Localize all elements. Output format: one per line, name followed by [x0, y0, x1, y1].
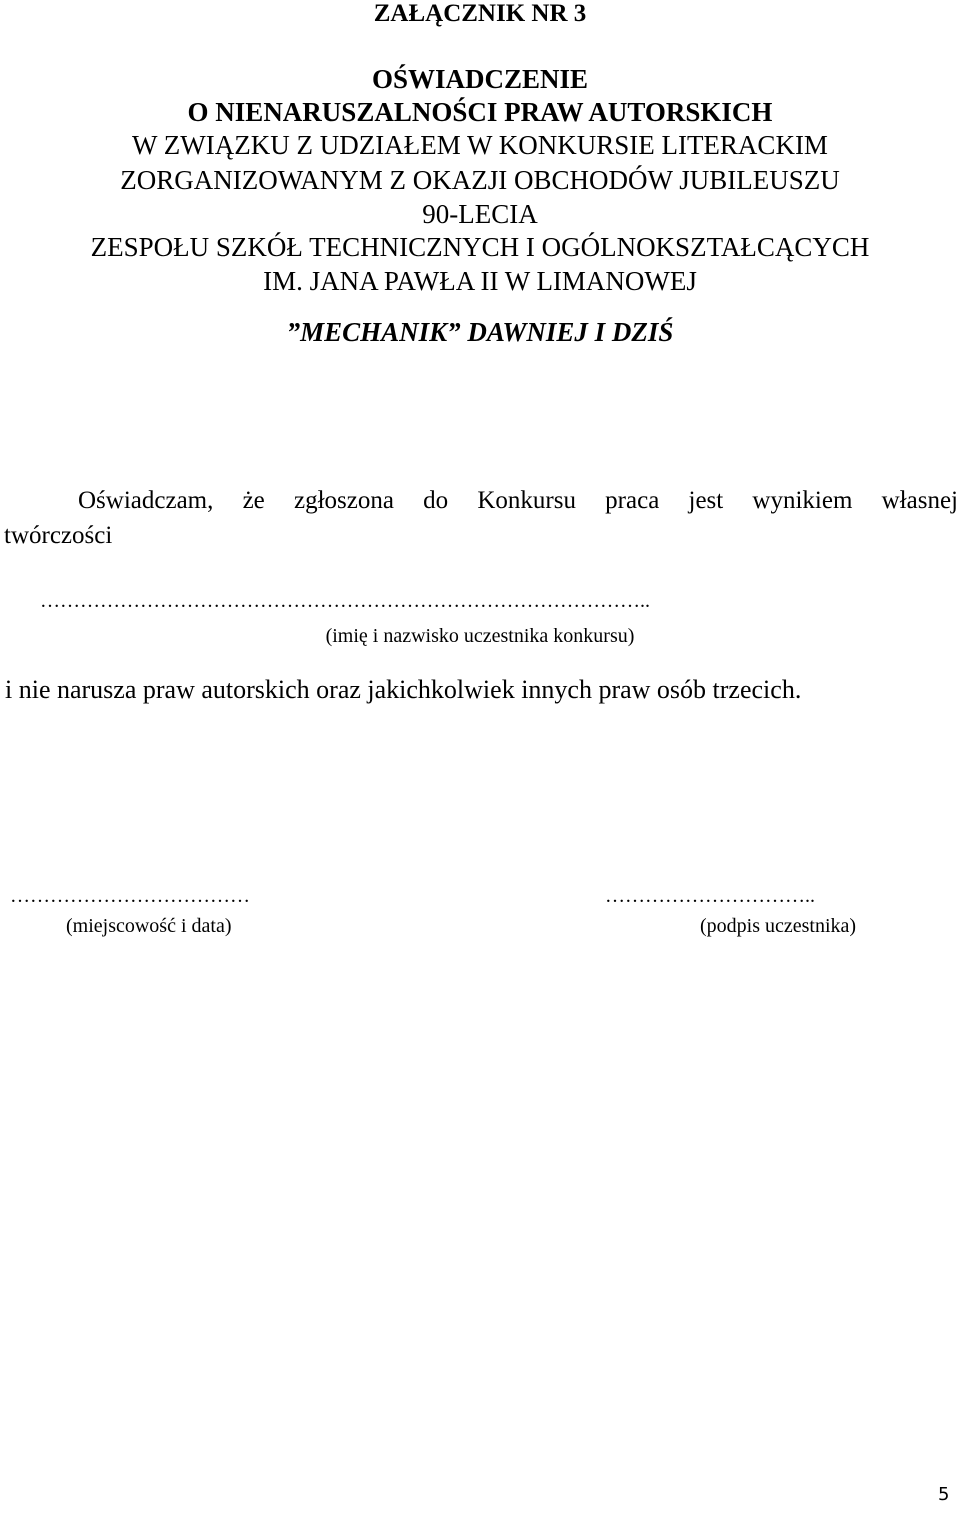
participant-name-field[interactable]: ……………………………………………………………………………….. — [40, 590, 650, 612]
title-line-7: IM. JANA PAWŁA II W LIMANOWEJ — [263, 266, 697, 296]
document-subtitle: O NIENARUSZALNOŚCI PRAW AUTORSKICH — [187, 97, 773, 127]
statement-word: że — [242, 487, 265, 514]
statement-word: do — [423, 487, 449, 514]
statement-word: Oświadczam, — [78, 487, 214, 514]
place-date-caption: (miejscowość i data) — [66, 915, 232, 937]
title-line-6: ZESPOŁU SZKÓŁ TECHNICZNYCH I OGÓLNOKSZTAŁCĄCYCH — [90, 232, 870, 262]
statement-continuation: twórczości — [4, 522, 113, 549]
participant-name-caption: (imię i nazwisko uczestnika konkursu) — [325, 625, 635, 647]
statement-first-line — [78, 487, 958, 515]
title-line-4: ZORGANIZOWANYM Z OKAZJI OBCHODÓW JUBILEUSZU — [120, 165, 840, 195]
document-title: OŚWIADCZENIE — [371, 64, 589, 94]
page-number: 5 — [938, 1484, 950, 1505]
statement-word: praca — [605, 487, 660, 514]
signature-field[interactable]: ………………………….. — [605, 885, 815, 907]
statement-word: zgłoszona — [293, 487, 394, 514]
statement-word: własnej — [881, 487, 958, 514]
place-date-field[interactable]: ……………………………… — [10, 885, 250, 907]
title-line-3: W ZWIĄZKU Z UDZIAŁEM W KONKURSIE LITERACKIM — [132, 130, 828, 160]
signature-caption: (podpis uczestnika) — [700, 915, 857, 937]
title-line-5: 90-LECIA — [422, 199, 538, 229]
statement-word: jest — [688, 487, 724, 514]
statement-word: Konkursu — [477, 487, 576, 514]
statement-closing: i nie narusza praw autorskich oraz jakichkolwiek innych praw osób trzecich. — [5, 675, 802, 704]
annex-label: ZAŁĄCZNIK NR 3 — [373, 0, 587, 27]
contest-motto: ”MECHANIK” DAWNIEJ I DZIŚ — [286, 317, 674, 347]
statement-word: wynikiem — [752, 487, 853, 514]
